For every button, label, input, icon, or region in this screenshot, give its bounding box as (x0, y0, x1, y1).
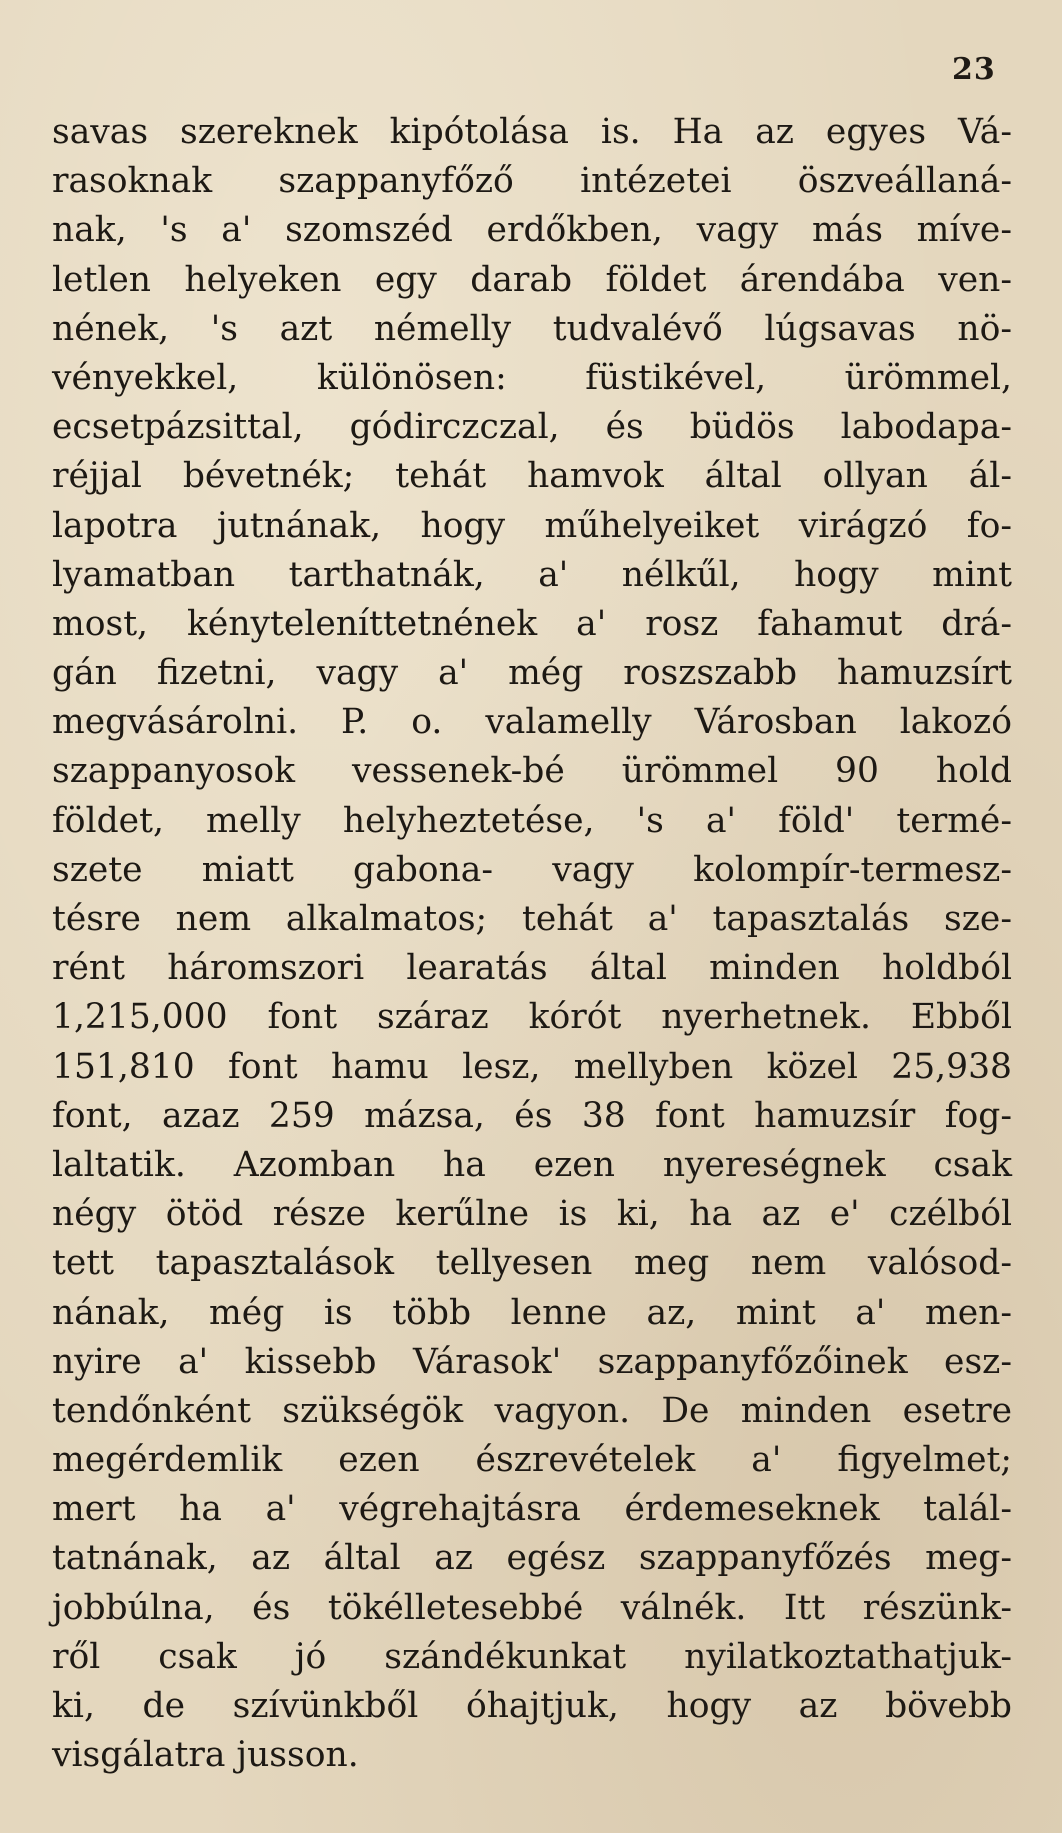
text-line: vényekkel, különösen: füstikével, ürömmel, (52, 357, 1012, 398)
page-number: 23 (952, 52, 996, 87)
text-line: font, azaz 259 mázsa, és 38 font hamuzsír fog- (52, 1095, 1012, 1136)
text-line: most, kényteleníttetnének a' rosz fahamut drá- (52, 603, 1012, 644)
text-line: tatnának, az által az egész szappanyfőzés meg- (52, 1538, 1012, 1579)
text-line: lapotra jutnának, hogy műhelyeiket virágzó fo- (52, 505, 1012, 546)
text-line: nének, 's azt némelly tudvalévő lúgsavas nö- (52, 308, 1012, 349)
text-line: megérdemlik ezen észrevételek a' figyelmet; (52, 1440, 1012, 1481)
text-line: nyire a' kissebb Várasok' szappanyfőzőinek esz- (52, 1341, 1012, 1382)
text-line: laltatik. Azomban ha ezen nyereségnek csak (52, 1144, 1012, 1185)
text-line: letlen helyeken egy darab földet árendába ven- (52, 259, 1012, 300)
text-line: ről csak jó szándékunkat nyilatkoztathatjuk- (52, 1636, 1012, 1677)
text-line: tésre nem alkalmatos; tehát a' tapasztalás sze- (52, 899, 1012, 939)
text-line: lyamatban tarthatnák, a' nélkűl, hogy mint (52, 554, 1012, 595)
text-line: nának, még is több lenne az, mint a' men- (52, 1292, 1012, 1333)
text-line: mert ha a' végrehajtásra érdemeseknek talál- (52, 1489, 1012, 1530)
text-line: gán fizetni, vagy a' még roszszabb hamuzsírt (52, 653, 1012, 694)
text-line: visgálatra jusson. (52, 1735, 359, 1776)
text-line: 1,215,000 font száraz kórót nyerhetnek. Ebből (52, 997, 1012, 1038)
text-line: szete miatt gabona- vagy kolompír-termesz- (52, 849, 1012, 890)
text-line: megvásárolni. P. o. valamelly Városban lakozó (52, 702, 1012, 743)
text-line: ecsetpázsittal, gódirczczal, és büdös labodapa- (52, 407, 1012, 448)
text-line: nak, 's a' szomszéd erdőkben, vagy más míve- (52, 210, 1012, 251)
text-line: rasoknak szappanyfőző intézetei öszveállaná- (52, 161, 1012, 202)
text-line: réjjal bévetnék; tehát hamvok által ollyan ál- (52, 456, 1012, 497)
text-line: szappanyosok vessenek-bé ürömmel 90 hold (52, 751, 1012, 792)
body-text (52, 108, 1012, 1780)
text-line: földet, melly helyheztetése, 's a' föld' termé- (52, 800, 1012, 841)
text-line: ki, de szívünkből óhajtjuk, hogy az bövebb (52, 1686, 1012, 1726)
text-line: tett tapasztalások tellyesen meg nem valósod- (52, 1243, 1012, 1284)
text-line: tendőnként szükségök vagyon. De minden esetre (52, 1390, 1012, 1431)
text-line: rént háromszori learatás által minden holdból (52, 948, 1012, 989)
text-line: négy ötöd része kerűlne is ki, ha az e' czélból (52, 1194, 1012, 1235)
text-line: jobbúlna, és tökélletesebbé válnék. Itt részünk- (52, 1587, 1012, 1628)
text-line: 151,810 font hamu lesz, mellyben közel 25,938 (52, 1046, 1012, 1087)
text-line: savas szereknek kipótolása is. Ha az egyes Vá- (52, 112, 1012, 152)
